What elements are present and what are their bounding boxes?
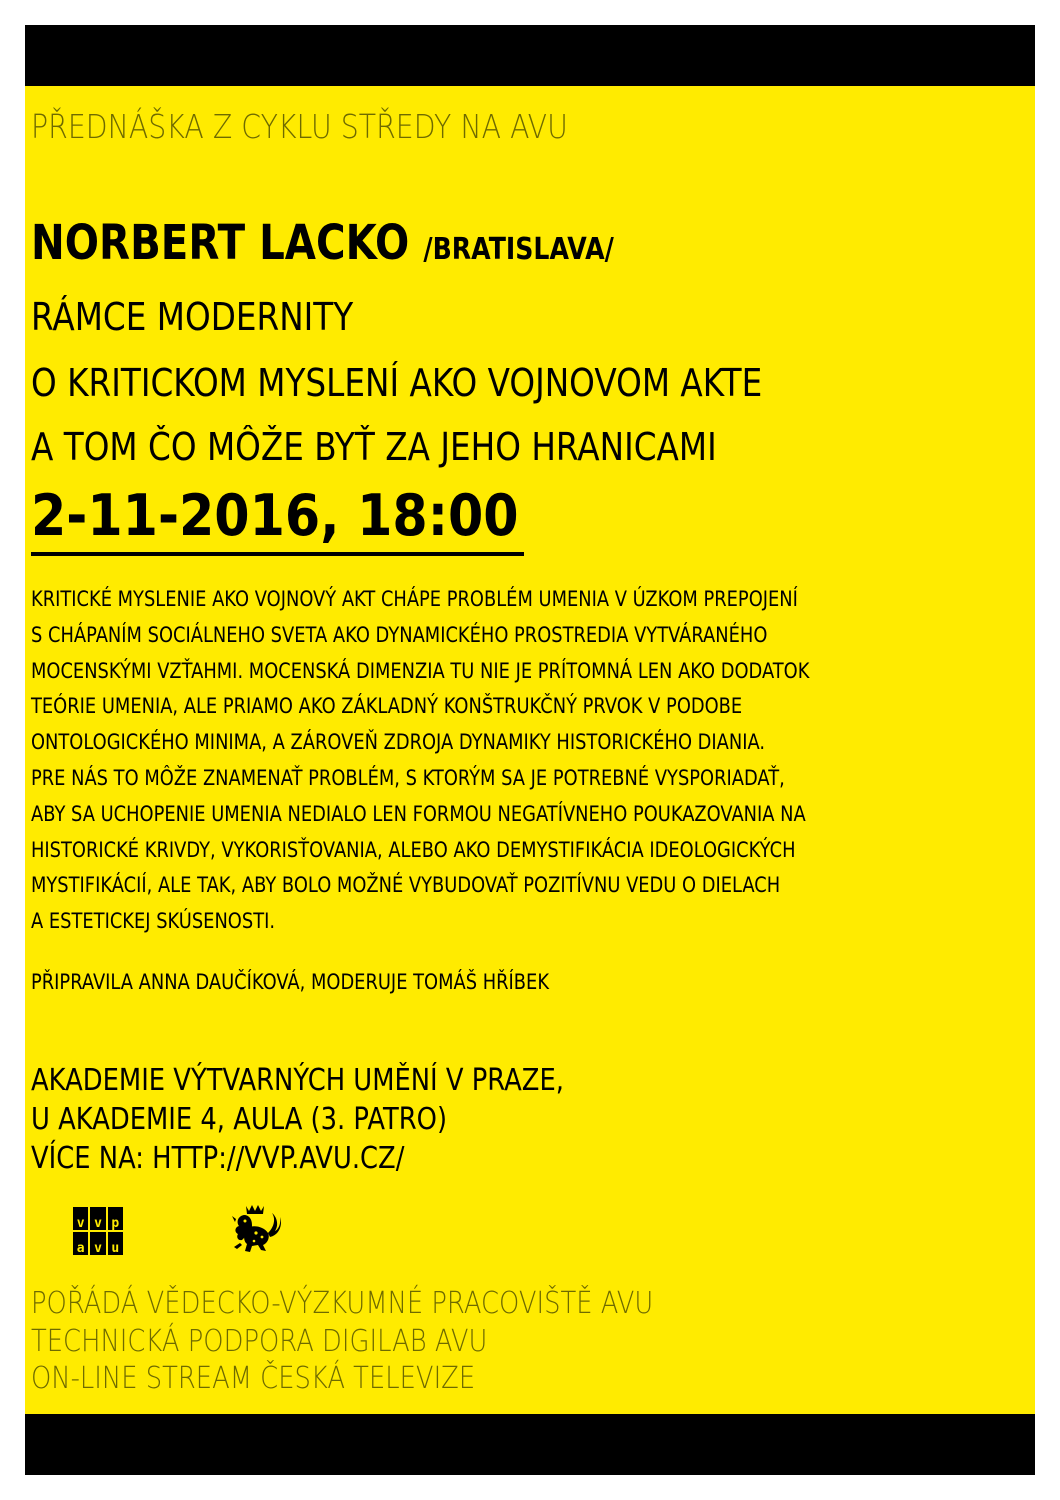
logo-letter: v [73,1207,88,1230]
logo-letter: p [108,1207,123,1230]
abstract-line: ONTOLOGICKÉHO MINIMA, A ZÁROVEŇ ZDROJA DYNAMIKY HISTORICKÉHO DIANIA. [31,730,766,755]
abstract-text [31,582,1000,940]
abstract-line: S CHÁPANÍM SOCIÁLNEHO SVETA AKO DYNAMICKÉHO PROSTREDIA VYTVÁRANÉHO [31,622,768,647]
venue-line: AKADEMIE VÝTVARNÝCH UMĚNÍ V PRAZE, [31,1063,564,1098]
vvp-avu-logo-icon [73,1207,123,1255]
abstract-line: MOCENSKÝMI VZŤAHMI. MOCENSKÁ DIMENZIA TU NIE JE PRÍTOMNÁ LEN AKO DODATOK [31,658,810,683]
footer-line: POŘÁDÁ VĚDECKO-VÝZKUMNÉ PRACOVIŠTĚ AVU [31,1286,654,1321]
logo-letter: a [73,1232,88,1255]
date-underline [31,552,524,556]
footer-line: TECHNICKÁ PODPORA DIGILAB AVU [31,1323,488,1359]
speaker-name: NORBERT LACKO [31,215,410,271]
speaker-city: /BRATISLAVA/ [423,232,614,267]
logo-letter: v [90,1207,105,1230]
speaker-heading [31,215,614,271]
logo-letter: u [108,1232,123,1255]
abstract-line: HISTORICKÉ KRIVDY, VYKORISŤOVANIA, ALEBO AKO DEMYSTIFIKÁCIA IDEOLOGICKÝCH [31,837,796,862]
top-black-bar [25,25,1035,86]
czech-lion-emblem-icon [230,1203,282,1259]
bottom-black-bar [25,1414,1035,1475]
venue-block [31,1061,564,1178]
abstract-line: MYSTIFIKÁCIÍ, ALE TAK, ABY BOLO MOŽNÉ VYBUDOVAŤ POZITÍVNU VEDU O DIELACH [31,873,781,898]
organizers-credit: PŘIPRAVILA ANNA DAUČÍKOVÁ, MODERUJE TOMÁŠ HŘÍBEK [31,970,550,994]
venue-url-line: VÍCE NA: HTTP://VVP.AVU.CZ/ [31,1141,405,1176]
footer-credits [31,1285,653,1398]
abstract-line: ABY SA UCHOPENIE UMENIA NEDIALO LEN FORMOU NEGATÍVNEHO POUKAZOVANIA NA [31,801,806,826]
event-date-time: 2-11-2016, 18:00 [31,483,519,549]
footer-line: ON-LINE STREAM ČESKÁ TELEVIZE [31,1361,476,1396]
lecture-title-line: RÁMCE MODERNITY [31,295,354,339]
lecture-title-line: O KRITICKOM MYSLENÍ AKO VOJNOVOM AKTE [31,361,763,405]
venue-line: U AKADEMIE 4, AULA (3. PATRO) [31,1102,448,1137]
abstract-line: KRITICKÉ MYSLENIE AKO VOJNOVÝ AKT CHÁPE PROBLÉM UMENIA V ÚZKOM PREPOJENÍ [31,587,798,611]
abstract-line: PRE NÁS TO MÔŽE ZNAMENAŤ PROBLÉM, S KTORÝM SA JE POTREBNÉ VYSPORIADAŤ, [31,765,785,790]
lecture-title-line: A TOM ČO MÔŽE BYŤ ZA JEHO HRANICAMI [31,425,717,469]
abstract-line: TEÓRIE UMENIA, ALE PRIAMO AKO ZÁKLADNÝ KONŠTRUKČNÝ PRVOK V PODOBE [31,694,743,719]
abstract-line: A ESTETICKEJ SKÚSENOSTI. [31,909,276,934]
lecture-series-heading: PŘEDNÁŠKA Z CYKLU STŘEDY NA AVU [31,107,568,146]
logo-letter: v [90,1232,105,1255]
poster [25,25,1035,1475]
